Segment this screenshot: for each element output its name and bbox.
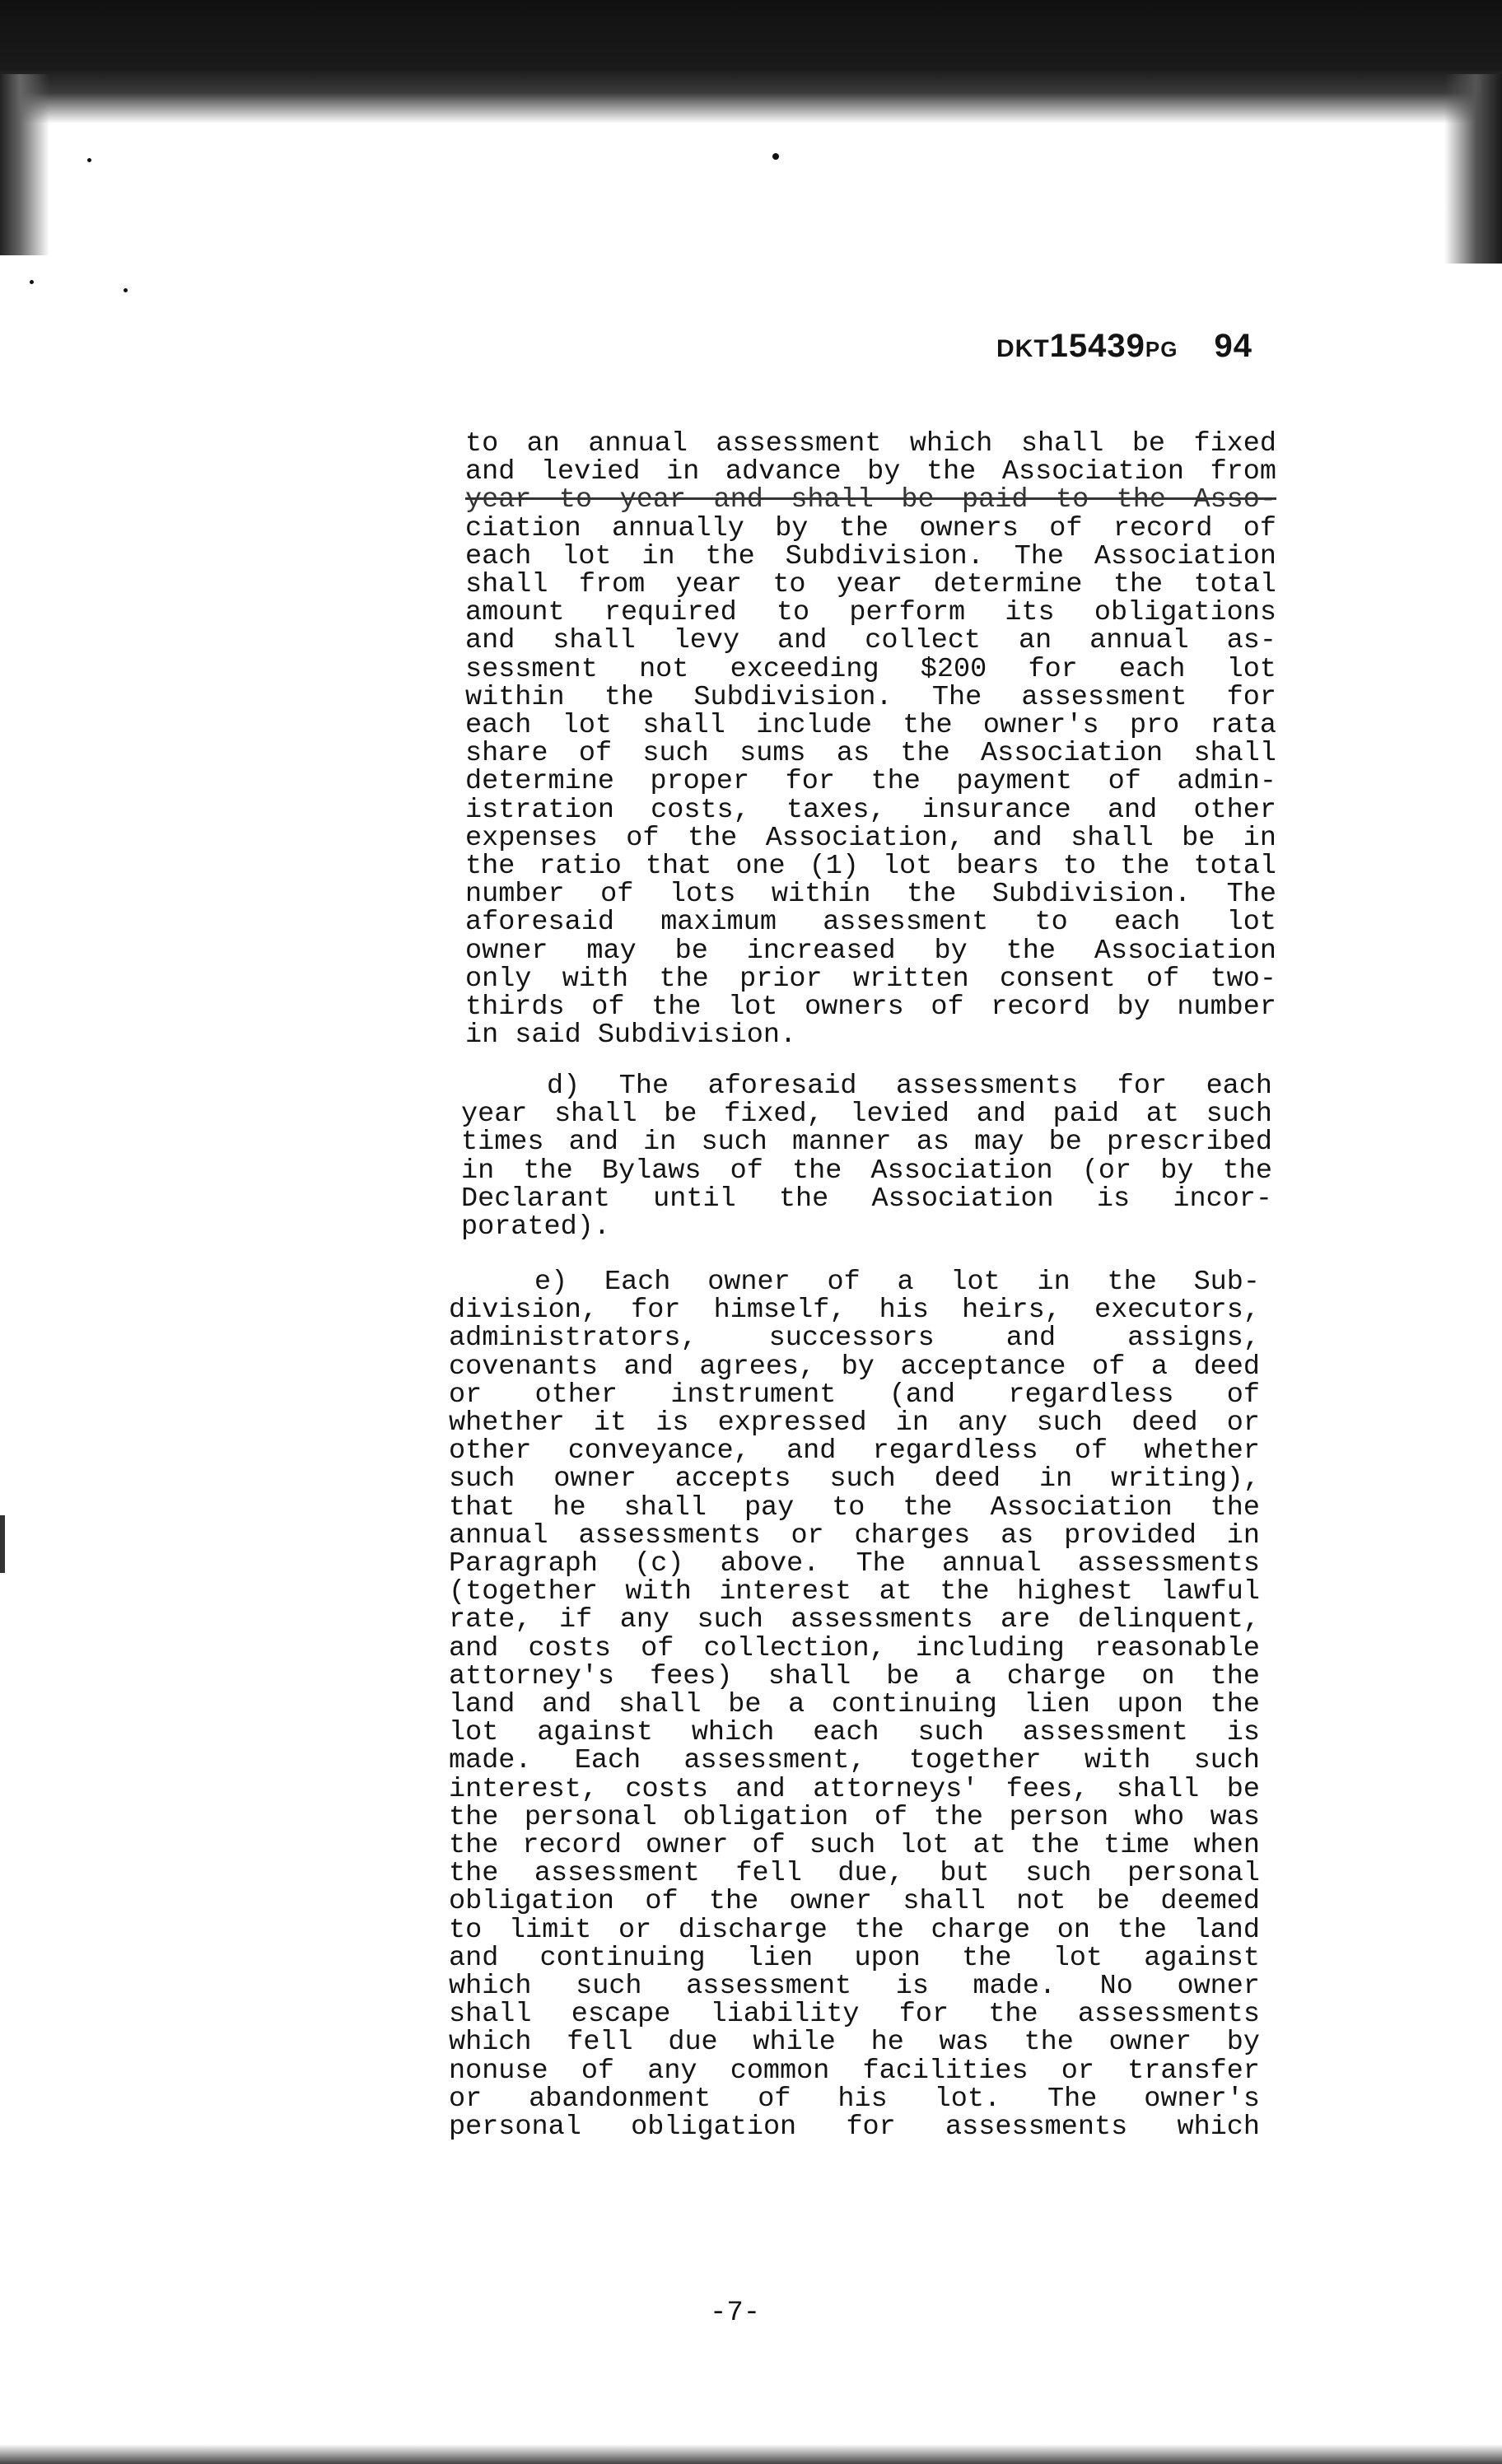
text-line: covenants and agrees, by acceptance of a deed <box>449 1351 1260 1383</box>
text-line: whether it is expressed in any such deed or <box>449 1407 1260 1440</box>
scan-bottom-edge <box>0 2444 1502 2464</box>
text-line: each lot in the Subdivision. The Association <box>465 540 1276 572</box>
text-line: which fell due while he was the owner by <box>449 2027 1260 2059</box>
paragraph-d <box>461 1071 1272 1244</box>
text-line: Paragraph (c) above. The annual assessments <box>449 1548 1260 1580</box>
text-line: the assessment fell due, but such personal <box>449 1858 1260 1890</box>
docket-label: DKT <box>996 335 1050 362</box>
text-line: the ratio that one (1) lot bears to the total <box>465 851 1276 883</box>
text-line: attorney's fees) shall be a charge on the <box>449 1660 1260 1692</box>
docket-book-number: 15439 <box>1049 328 1145 364</box>
docket-page-number: 94 <box>1214 328 1252 364</box>
text-line: nonuse of any common facilities or transfer <box>449 2055 1260 2087</box>
scan-speck <box>124 288 128 292</box>
text-line: aforesaid maximum assessment to each lot <box>465 907 1276 939</box>
text-line: porated). <box>461 1211 610 1244</box>
text-line: ciation annually by the owners of record of <box>465 512 1276 544</box>
text-line: owner may be increased by the Association <box>465 935 1276 967</box>
text-line: to limit or discharge the charge on the land <box>449 1914 1260 1946</box>
text-line: such owner accepts such deed in writing), <box>449 1463 1260 1496</box>
text-line: division, for himself, his heirs, executors, <box>449 1295 1260 1327</box>
text-line: d) The aforesaid assessments for each <box>547 1071 1272 1102</box>
text-line: expenses of the Association, and shall be in <box>465 822 1276 854</box>
scan-top-edge <box>0 0 1502 124</box>
text-line: year shall be fixed, levied and paid at such <box>461 1099 1272 1131</box>
scan-right-shadow <box>1444 74 1502 264</box>
text-line: made. Each assessment, together with such <box>449 1745 1260 1777</box>
docket-page-label: PG <box>1145 337 1178 362</box>
text-line: Declarant until the Association is incor- <box>461 1183 1272 1215</box>
paragraph-e <box>449 1267 1260 2144</box>
text-line: rate, if any such assessments are delinquent, <box>449 1604 1260 1636</box>
scan-speck <box>87 158 91 162</box>
text-line: personal obligation for assessments which <box>449 2112 1260 2144</box>
text-line: sessment not exceeding $200 for each lot <box>465 653 1276 685</box>
text-line: e) Each owner of a lot in the Sub- <box>534 1267 1260 1298</box>
text-line: thirds of the lot owners of record by number <box>465 992 1276 1024</box>
text-line: in the Bylaws of the Association (or by the <box>461 1155 1272 1187</box>
text-line: the record owner of such lot at the time when <box>449 1830 1260 1862</box>
text-line: lot against which each such assessment is <box>449 1717 1260 1749</box>
text-line: share of such sums as the Association shall <box>465 738 1276 770</box>
text-line: obligation of the owner shall not be deemed <box>449 1886 1260 1918</box>
text-line: interest, costs and attorneys' fees, shall be <box>449 1773 1260 1805</box>
text-line: and continuing lien upon the lot against <box>449 1942 1260 1974</box>
text-line: or abandonment of his lot. The owner's <box>449 2083 1260 2115</box>
text-line: in said Subdivision. <box>465 1020 797 1052</box>
text-line: the personal obligation of the person who was <box>449 1801 1260 1833</box>
text-line: shall escape liability for the assessments <box>449 1999 1260 2031</box>
page-number: -7- <box>710 2298 761 2329</box>
text-line: number of lots within the Subdivision. The <box>465 879 1276 911</box>
text-line: to an annual assessment which shall be fixed <box>465 428 1276 460</box>
text-line: only with the prior written consent of two- <box>465 963 1276 995</box>
text-line: times and in such manner as may be prescribed <box>461 1127 1272 1159</box>
text-line: determine proper for the payment of admin- <box>465 766 1276 798</box>
docket-stamp <box>996 328 1252 365</box>
text-line: and costs of collection, including reasonable <box>449 1632 1260 1664</box>
text-line: and levied in advance by the Association from <box>465 456 1276 488</box>
text-line: amount required to perform its obligations <box>465 597 1276 629</box>
paragraph-c-continued <box>465 428 1276 1052</box>
text-line: or other instrument (and regardless of <box>449 1379 1260 1411</box>
text-line: shall from year to year determine the total <box>465 569 1276 601</box>
scan-speck <box>30 280 34 284</box>
text-line: and shall levy and collect an annual as- <box>465 625 1276 657</box>
text-line: annual assessments or charges as provided in <box>449 1519 1260 1552</box>
text-line: (together with interest at the highest lawful <box>449 1576 1260 1608</box>
scan-edge-mark <box>0 1515 5 1573</box>
text-line: land and shall be a continuing lien upon the <box>449 1689 1260 1721</box>
text-line: which such assessment is made. No owner <box>449 1971 1260 2003</box>
text-line: each lot shall include the owner's pro rata <box>465 710 1276 742</box>
text-line-struck: year to year and shall be paid to the Asso- <box>465 484 1276 516</box>
text-line: within the Subdivision. The assessment for <box>465 681 1276 713</box>
scan-left-shadow <box>0 74 49 255</box>
text-line: that he shall pay to the Association the <box>449 1491 1260 1524</box>
text-line: administrators, successors and assigns, <box>449 1323 1260 1355</box>
text-line: other conveyance, and regardless of whether <box>449 1435 1260 1468</box>
scan-speck <box>772 153 779 160</box>
text-line: istration costs, taxes, insurance and other <box>465 794 1276 826</box>
